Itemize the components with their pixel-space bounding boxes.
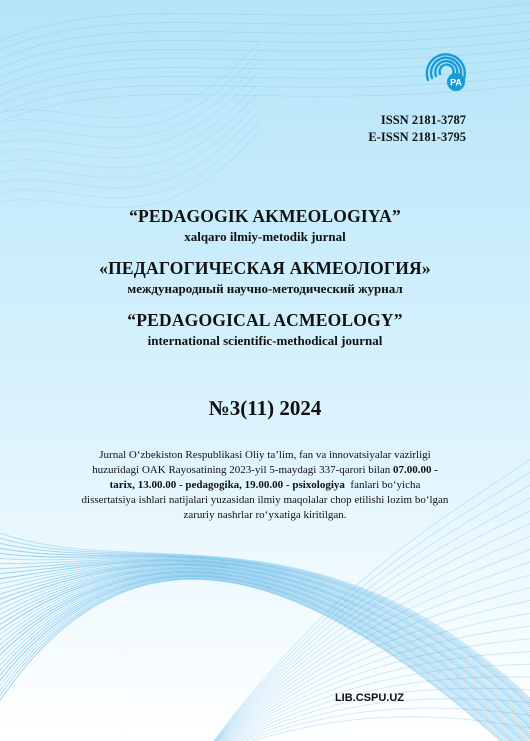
wave-line-bottom (0, 569, 530, 741)
description-line-5: zaruriy nashrlar ro‘yxatiga kiritilgan. (183, 509, 347, 521)
description-line-3-bold: tarix, 13.00.00 - pedagogika, 19.00.00 - psixologiya (109, 479, 345, 491)
description-line-4: dissertatsiya ishlari natijalari yuzasidan ilmiy maqolalar chop etilishi lozim bo‘lgan (81, 494, 449, 506)
journal-description (44, 448, 486, 523)
description-line-3-text: fanlari bo‘yicha (344, 479, 421, 491)
title-english: “PEDAGOGICAL ACMEOLOGY” (127, 310, 403, 330)
title-russian: «ПЕДАГОГИЧЕСКАЯ АКМЕОЛОГИЯ» (99, 258, 431, 278)
subtitle-russian: международный научно-методический журнал (127, 281, 403, 296)
journal-logo-icon (420, 46, 470, 96)
wave-line-left (0, 40, 260, 120)
description-line-1: Jurnal O‘zbekiston Respublikasi Oliy ta’lim, fan va innovatsiyalar vazirligi (99, 449, 431, 461)
wave-line-bottom (0, 573, 530, 741)
description-line-2-text: huzuridagi OAK Rayosatining 2023-yil 5-maydagi 337-qarori bilan (92, 464, 393, 476)
description-line-3 (44, 478, 486, 493)
wave-line-top (0, 0, 530, 50)
title-uzbek: “PEDAGOGIK AKMEOLOGIYA” (129, 206, 401, 226)
issue-number: №3(11) 2024 (208, 396, 322, 420)
website-link[interactable]: LIB.CSPU.UZ (334, 692, 404, 704)
subtitle-english: international scientific-methodical journal (147, 333, 383, 348)
description-line-2 (44, 463, 486, 478)
journal-titles (0, 206, 530, 349)
wave-line-left (0, 50, 260, 130)
issn-print: ISSN 2181-3787 (380, 113, 466, 127)
logo-text: PA (450, 77, 462, 88)
issn-block (368, 112, 466, 146)
description-line-2-bold: 07.00.00 - (393, 464, 438, 476)
issn-electronic: E-ISSN 2181-3795 (368, 130, 466, 144)
subtitle-uzbek: xalqaro ilmiy-metodik jurnal (184, 229, 346, 244)
